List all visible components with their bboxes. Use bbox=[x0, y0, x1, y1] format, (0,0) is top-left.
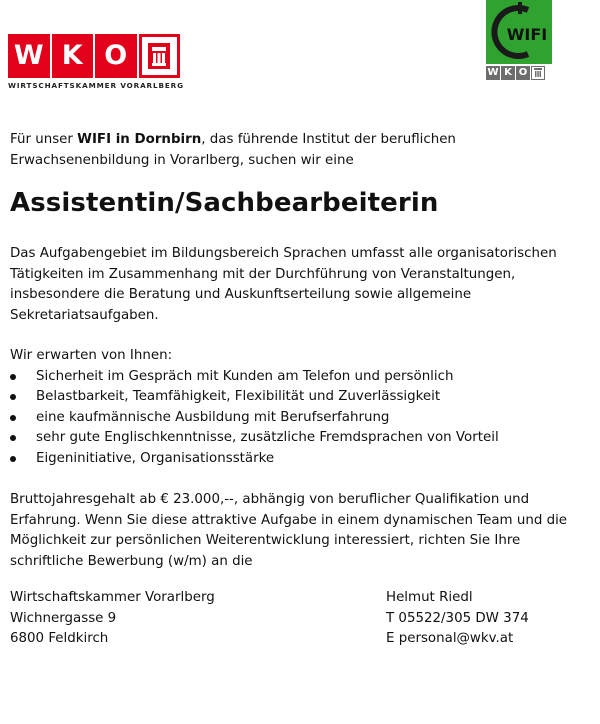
wifi-mini-letter-o: O bbox=[516, 66, 530, 80]
wifi-mini-crest-icon bbox=[531, 66, 545, 80]
contact-block bbox=[386, 588, 529, 650]
wifi-green-block bbox=[486, 0, 552, 64]
wifi-mini-letter-k: K bbox=[501, 66, 515, 80]
contact-phone: T 05522/305 DW 374 bbox=[386, 610, 529, 626]
intro-prefix: Für unser bbox=[10, 132, 78, 147]
description-paragraph: Das Aufgabengebiet im Bildungsbereich Sprachen umfasst alle organisatorischen Tätigkeiten im Zusammenhang mit der Durchführung von Veranstaltungen, insbesondere die Beratung und Auskunftserteilung sowie allgemeine Sekretariatsaufgaben. bbox=[10, 246, 557, 323]
address-block bbox=[10, 588, 215, 650]
bullet-icon bbox=[10, 374, 16, 380]
contact-name: Helmut Riedl bbox=[386, 590, 473, 605]
intro-bold-location: WIFI in Dornbirn bbox=[77, 132, 202, 147]
bullet-icon bbox=[10, 435, 16, 441]
bullet-icon bbox=[10, 415, 16, 421]
list-item: Belastbarkeit, Teamfähigkeit, Flexibilität und Zuverlässigkeit bbox=[10, 387, 590, 408]
wko-logo bbox=[8, 34, 184, 90]
bullet-icon bbox=[10, 456, 16, 462]
bullet-icon bbox=[10, 394, 16, 400]
closing-paragraph: Bruttojahresgehalt ab € 23.000,--, abhängig von beruflicher Qualifikation und Erfahrung. Wenn Sie diese attraktive Aufgabe in einem dynamischen Team und die Möglichkeit zur persönlichen Weiterentwicklung interessiert, richten Sie Ihre schriftliche Bewerbung (w/m) an die bbox=[10, 492, 568, 569]
job-title: Assistentin/Sachbearbeiterin bbox=[10, 188, 439, 218]
address-line-2: Wichnergasse 9 bbox=[10, 610, 117, 626]
wifi-logo bbox=[486, 0, 552, 86]
wifi-text: WIFI bbox=[506, 24, 548, 44]
wifi-wko-strip bbox=[486, 66, 545, 80]
wko-letter-w: W bbox=[8, 34, 50, 78]
list-item: eine kaufmännische Ausbildung mit Berufserfahrung bbox=[10, 408, 590, 429]
wko-letter-k: K bbox=[52, 34, 94, 78]
wko-letter-o: O bbox=[95, 34, 137, 78]
address-line-3: 6800 Feldkirch bbox=[10, 631, 109, 647]
expectations-list bbox=[10, 367, 590, 470]
list-item: Sicherheit im Gespräch mit Kunden am Telefon und persönlich bbox=[10, 367, 590, 388]
list-item: Eigeninitiative, Organisationsstärke bbox=[10, 449, 590, 470]
wifi-mini-letter-w: W bbox=[487, 67, 499, 78]
address-line-1: Wirtschaftskammer Vorarlberg bbox=[10, 590, 215, 605]
expectations-heading: Wir erwarten von Ihnen: bbox=[10, 348, 173, 363]
expectations-section bbox=[10, 346, 590, 470]
list-item: sehr gute Englischkenntnisse, zusätzliche Fremdsprachen von Vorteil bbox=[10, 428, 590, 449]
contact-email[interactable]: E personal@wkv.at bbox=[386, 631, 514, 647]
vorarlberg-crest-icon bbox=[139, 34, 181, 78]
intro-suffix: , das führende Institut der beruflichen Erwachsenenbildung in Vorarlberg, suchen wir eine bbox=[10, 132, 456, 168]
wko-subtitle: WIRTSCHAFTSKAMMER VORARLBERG bbox=[8, 81, 184, 90]
intro-paragraph bbox=[10, 130, 590, 171]
